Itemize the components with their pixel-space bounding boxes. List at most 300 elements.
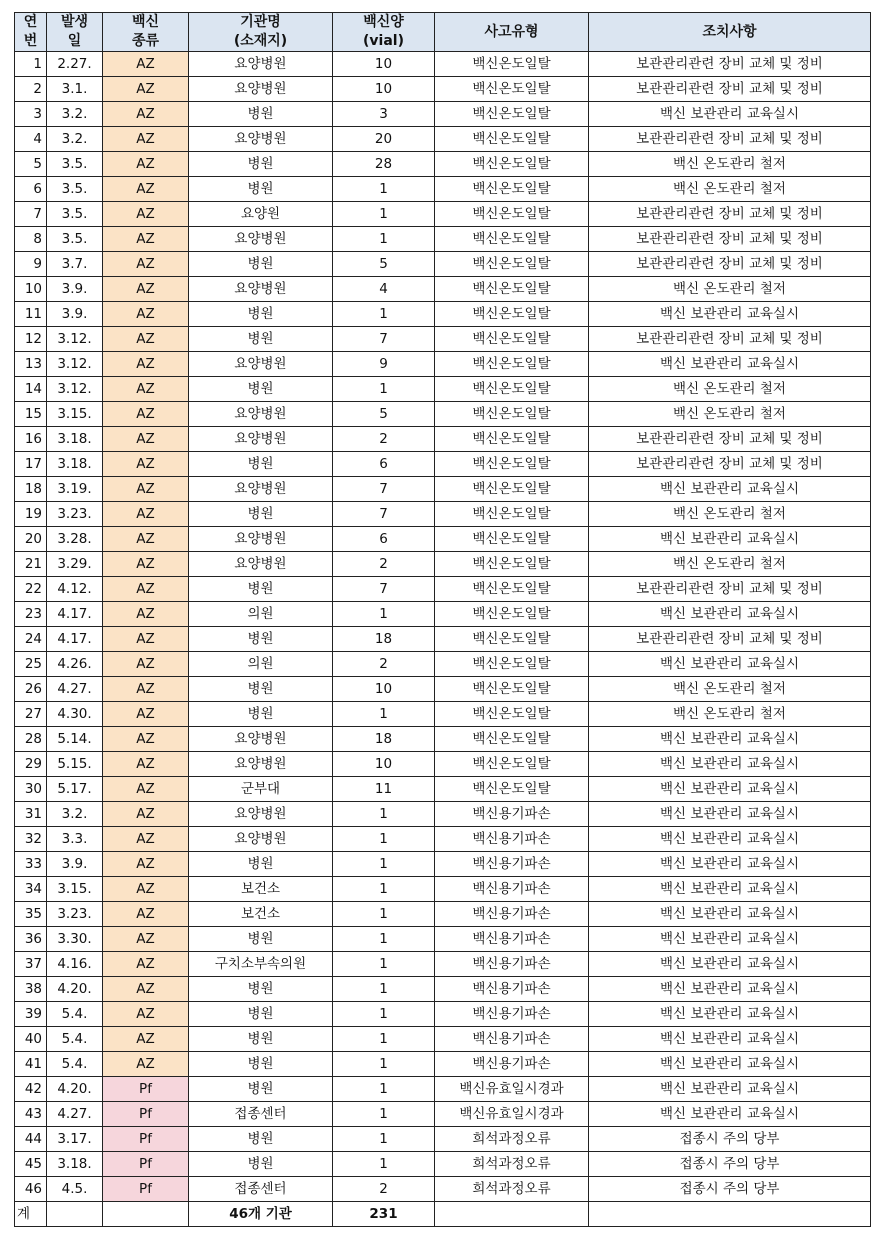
cell-vaccine-type: AZ [103, 1052, 189, 1077]
cell-action: 보관관리관련 장비 교체 및 정비 [589, 127, 871, 152]
table-row [15, 727, 871, 752]
cell-institution: 병원 [189, 1077, 333, 1102]
cell-no: 14 [15, 377, 47, 402]
cell-vaccine-type: AZ [103, 652, 189, 677]
cell-date: 3.29. [47, 552, 103, 577]
cell-vaccine-type: AZ [103, 502, 189, 527]
cell-institution: 병원 [189, 452, 333, 477]
cell-action: 백신 보관관리 교육실시 [589, 827, 871, 852]
cell-institution: 요양병원 [189, 752, 333, 777]
cell-vaccine-type: Pf [103, 1127, 189, 1152]
cell-date: 2.27. [47, 52, 103, 77]
cell-incident-type: 백신온도일탈 [435, 177, 589, 202]
cell-date: 4.17. [47, 602, 103, 627]
cell-vaccine-type: AZ [103, 527, 189, 552]
header-incident-type: 사고유형 [435, 13, 589, 52]
cell-date: 3.30. [47, 927, 103, 952]
cell-institution: 병원 [189, 302, 333, 327]
cell-quantity: 1 [333, 1127, 435, 1152]
cell-quantity: 2 [333, 552, 435, 577]
cell-date: 3.9. [47, 852, 103, 877]
cell-institution: 병원 [189, 1127, 333, 1152]
cell-quantity: 20 [333, 127, 435, 152]
cell-vaccine-type: AZ [103, 702, 189, 727]
cell-action: 백신 온도관리 철저 [589, 377, 871, 402]
cell-incident-type: 백신온도일탈 [435, 752, 589, 777]
cell-vaccine-type: AZ [103, 177, 189, 202]
cell-no: 4 [15, 127, 47, 152]
cell-action: 백신 보관관리 교육실시 [589, 877, 871, 902]
cell-institution: 구치소부속의원 [189, 952, 333, 977]
cell-incident-type: 백신온도일탈 [435, 627, 589, 652]
cell-no: 27 [15, 702, 47, 727]
cell-quantity: 1 [333, 802, 435, 827]
cell-institution: 요양병원 [189, 477, 333, 502]
cell-quantity: 1 [333, 302, 435, 327]
cell-date: 3.1. [47, 77, 103, 102]
cell-institution: 요양원 [189, 202, 333, 227]
cell-quantity: 7 [333, 477, 435, 502]
table-row [15, 602, 871, 627]
cell-incident-type: 백신온도일탈 [435, 102, 589, 127]
cell-no: 8 [15, 227, 47, 252]
total-action-empty [589, 1202, 871, 1227]
cell-vaccine-type: AZ [103, 152, 189, 177]
cell-institution: 요양병원 [189, 527, 333, 552]
vaccine-incident-table [14, 12, 871, 1227]
table-row [15, 1102, 871, 1127]
table-row [15, 102, 871, 127]
cell-institution: 의원 [189, 602, 333, 627]
cell-incident-type: 희석과정오류 [435, 1152, 589, 1177]
cell-vaccine-type: AZ [103, 1027, 189, 1052]
cell-no: 16 [15, 427, 47, 452]
cell-date: 3.5. [47, 177, 103, 202]
cell-incident-type: 백신온도일탈 [435, 452, 589, 477]
cell-institution: 보건소 [189, 877, 333, 902]
cell-date: 3.12. [47, 327, 103, 352]
cell-no: 40 [15, 1027, 47, 1052]
cell-action: 백신 보관관리 교육실시 [589, 477, 871, 502]
cell-date: 4.26. [47, 652, 103, 677]
cell-action: 보관관리관련 장비 교체 및 정비 [589, 452, 871, 477]
cell-incident-type: 백신용기파손 [435, 1052, 589, 1077]
cell-institution: 병원 [189, 677, 333, 702]
cell-action: 보관관리관련 장비 교체 및 정비 [589, 627, 871, 652]
cell-quantity: 1 [333, 852, 435, 877]
cell-date: 3.17. [47, 1127, 103, 1152]
total-row [15, 1202, 871, 1227]
total-label: 계 [15, 1202, 47, 1227]
cell-incident-type: 백신온도일탈 [435, 527, 589, 552]
cell-quantity: 1 [333, 977, 435, 1002]
table-row [15, 1077, 871, 1102]
cell-no: 36 [15, 927, 47, 952]
cell-quantity: 1 [333, 877, 435, 902]
table-row [15, 227, 871, 252]
cell-quantity: 1 [333, 902, 435, 927]
cell-action: 백신 온도관리 철저 [589, 677, 871, 702]
cell-incident-type: 백신온도일탈 [435, 402, 589, 427]
table-row [15, 202, 871, 227]
table-row [15, 152, 871, 177]
cell-date: 3.3. [47, 827, 103, 852]
cell-vaccine-type: AZ [103, 927, 189, 952]
cell-vaccine-type: AZ [103, 77, 189, 102]
header-no: 연 번 [15, 13, 47, 52]
cell-no: 28 [15, 727, 47, 752]
cell-vaccine-type: AZ [103, 977, 189, 1002]
table-row [15, 52, 871, 77]
cell-incident-type: 백신용기파손 [435, 902, 589, 927]
cell-incident-type: 백신용기파손 [435, 852, 589, 877]
cell-vaccine-type: AZ [103, 577, 189, 602]
cell-quantity: 1 [333, 927, 435, 952]
cell-institution: 병원 [189, 627, 333, 652]
table-row [15, 777, 871, 802]
cell-quantity: 1 [333, 1002, 435, 1027]
cell-action: 백신 보관관리 교육실시 [589, 952, 871, 977]
cell-incident-type: 백신온도일탈 [435, 252, 589, 277]
cell-date: 5.17. [47, 777, 103, 802]
table-row [15, 377, 871, 402]
cell-institution: 군부대 [189, 777, 333, 802]
cell-institution: 병원 [189, 102, 333, 127]
cell-institution: 보건소 [189, 902, 333, 927]
table-row [15, 702, 871, 727]
cell-action: 백신 보관관리 교육실시 [589, 1002, 871, 1027]
cell-quantity: 6 [333, 527, 435, 552]
cell-action: 백신 보관관리 교육실시 [589, 1102, 871, 1127]
cell-no: 45 [15, 1152, 47, 1177]
cell-action: 백신 보관관리 교육실시 [589, 977, 871, 1002]
table-row [15, 1177, 871, 1202]
cell-incident-type: 백신용기파손 [435, 1002, 589, 1027]
cell-incident-type: 백신온도일탈 [435, 727, 589, 752]
cell-no: 18 [15, 477, 47, 502]
cell-incident-type: 백신온도일탈 [435, 202, 589, 227]
cell-action: 보관관리관련 장비 교체 및 정비 [589, 52, 871, 77]
cell-incident-type: 백신온도일탈 [435, 52, 589, 77]
cell-no: 23 [15, 602, 47, 627]
table-row [15, 677, 871, 702]
header-institution: 기관명 (소재지) [189, 13, 333, 52]
cell-no: 5 [15, 152, 47, 177]
cell-institution: 병원 [189, 502, 333, 527]
cell-vaccine-type: AZ [103, 902, 189, 927]
cell-action: 보관관리관련 장비 교체 및 정비 [589, 327, 871, 352]
cell-date: 3.9. [47, 302, 103, 327]
cell-quantity: 7 [333, 577, 435, 602]
cell-date: 3.23. [47, 502, 103, 527]
cell-quantity: 7 [333, 327, 435, 352]
cell-institution: 요양병원 [189, 277, 333, 302]
cell-vaccine-type: AZ [103, 777, 189, 802]
table-row [15, 452, 871, 477]
table-row [15, 1152, 871, 1177]
cell-quantity: 5 [333, 252, 435, 277]
cell-action: 백신 온도관리 철저 [589, 502, 871, 527]
table-row [15, 277, 871, 302]
cell-quantity: 3 [333, 102, 435, 127]
cell-incident-type: 백신용기파손 [435, 827, 589, 852]
cell-vaccine-type: AZ [103, 627, 189, 652]
cell-action: 접종시 주의 당부 [589, 1152, 871, 1177]
cell-date: 3.18. [47, 427, 103, 452]
cell-incident-type: 백신온도일탈 [435, 502, 589, 527]
cell-vaccine-type: AZ [103, 277, 189, 302]
cell-quantity: 2 [333, 652, 435, 677]
cell-institution: 요양병원 [189, 802, 333, 827]
cell-date: 4.12. [47, 577, 103, 602]
table-row [15, 1052, 871, 1077]
table-body [15, 52, 871, 1202]
cell-incident-type: 백신온도일탈 [435, 277, 589, 302]
cell-quantity: 10 [333, 52, 435, 77]
cell-action: 백신 온도관리 철저 [589, 177, 871, 202]
cell-no: 3 [15, 102, 47, 127]
cell-date: 4.27. [47, 1102, 103, 1127]
cell-institution: 의원 [189, 652, 333, 677]
cell-no: 13 [15, 352, 47, 377]
table-row [15, 1127, 871, 1152]
table-row [15, 302, 871, 327]
cell-date: 4.16. [47, 952, 103, 977]
cell-action: 백신 보관관리 교육실시 [589, 352, 871, 377]
table-row [15, 977, 871, 1002]
cell-incident-type: 백신온도일탈 [435, 577, 589, 602]
cell-incident-type: 백신용기파손 [435, 952, 589, 977]
header-row [15, 13, 871, 52]
cell-action: 백신 보관관리 교육실시 [589, 777, 871, 802]
cell-incident-type: 백신용기파손 [435, 927, 589, 952]
cell-no: 44 [15, 1127, 47, 1152]
cell-date: 3.12. [47, 377, 103, 402]
total-date-empty [47, 1202, 103, 1227]
cell-no: 20 [15, 527, 47, 552]
cell-incident-type: 백신온도일탈 [435, 377, 589, 402]
cell-no: 9 [15, 252, 47, 277]
cell-incident-type: 백신유효일시경과 [435, 1077, 589, 1102]
cell-quantity: 5 [333, 402, 435, 427]
cell-incident-type: 백신온도일탈 [435, 777, 589, 802]
table-row [15, 827, 871, 852]
table-row [15, 802, 871, 827]
cell-quantity: 1 [333, 602, 435, 627]
cell-action: 백신 보관관리 교육실시 [589, 1052, 871, 1077]
cell-date: 3.23. [47, 902, 103, 927]
cell-no: 46 [15, 1177, 47, 1202]
cell-vaccine-type: AZ [103, 852, 189, 877]
cell-institution: 요양병원 [189, 352, 333, 377]
cell-no: 19 [15, 502, 47, 527]
cell-no: 43 [15, 1102, 47, 1127]
cell-quantity: 1 [333, 1052, 435, 1077]
cell-vaccine-type: Pf [103, 1077, 189, 1102]
table-row [15, 77, 871, 102]
total-quantity: 231 [333, 1202, 435, 1227]
cell-action: 백신 보관관리 교육실시 [589, 902, 871, 927]
cell-vaccine-type: AZ [103, 477, 189, 502]
cell-vaccine-type: Pf [103, 1102, 189, 1127]
cell-quantity: 2 [333, 427, 435, 452]
cell-institution: 병원 [189, 1027, 333, 1052]
cell-incident-type: 백신온도일탈 [435, 227, 589, 252]
table-row [15, 427, 871, 452]
table-row [15, 252, 871, 277]
cell-institution: 요양병원 [189, 52, 333, 77]
cell-quantity: 4 [333, 277, 435, 302]
cell-incident-type: 백신온도일탈 [435, 602, 589, 627]
cell-incident-type: 백신온도일탈 [435, 127, 589, 152]
cell-date: 3.5. [47, 152, 103, 177]
cell-action: 백신 보관관리 교육실시 [589, 1027, 871, 1052]
cell-institution: 병원 [189, 927, 333, 952]
cell-vaccine-type: AZ [103, 827, 189, 852]
cell-quantity: 1 [333, 1102, 435, 1127]
cell-no: 32 [15, 827, 47, 852]
table-row [15, 527, 871, 552]
cell-action: 백신 보관관리 교육실시 [589, 752, 871, 777]
cell-institution: 병원 [189, 577, 333, 602]
cell-institution: 병원 [189, 1052, 333, 1077]
cell-incident-type: 백신온도일탈 [435, 427, 589, 452]
cell-quantity: 1 [333, 702, 435, 727]
cell-quantity: 1 [333, 1152, 435, 1177]
cell-quantity: 1 [333, 1077, 435, 1102]
table-row [15, 1002, 871, 1027]
cell-vaccine-type: AZ [103, 452, 189, 477]
table-row [15, 877, 871, 902]
cell-date: 3.18. [47, 1152, 103, 1177]
cell-vaccine-type: AZ [103, 402, 189, 427]
cell-incident-type: 백신온도일탈 [435, 302, 589, 327]
cell-action: 백신 보관관리 교육실시 [589, 927, 871, 952]
table-row [15, 177, 871, 202]
cell-quantity: 28 [333, 152, 435, 177]
cell-no: 7 [15, 202, 47, 227]
cell-date: 3.2. [47, 102, 103, 127]
cell-institution: 병원 [189, 977, 333, 1002]
cell-quantity: 18 [333, 627, 435, 652]
table-row [15, 127, 871, 152]
cell-action: 접종시 주의 당부 [589, 1177, 871, 1202]
cell-date: 3.28. [47, 527, 103, 552]
cell-quantity: 6 [333, 452, 435, 477]
cell-date: 5.4. [47, 1052, 103, 1077]
header-action: 조치사항 [589, 13, 871, 52]
cell-quantity: 10 [333, 77, 435, 102]
cell-quantity: 1 [333, 227, 435, 252]
cell-incident-type: 백신온도일탈 [435, 552, 589, 577]
cell-action: 보관관리관련 장비 교체 및 정비 [589, 227, 871, 252]
cell-quantity: 1 [333, 377, 435, 402]
cell-action: 백신 온도관리 철저 [589, 702, 871, 727]
cell-quantity: 11 [333, 777, 435, 802]
cell-date: 4.20. [47, 1077, 103, 1102]
cell-date: 4.20. [47, 977, 103, 1002]
cell-action: 백신 보관관리 교육실시 [589, 1077, 871, 1102]
cell-institution: 요양병원 [189, 427, 333, 452]
cell-action: 백신 보관관리 교육실시 [589, 527, 871, 552]
table-row [15, 852, 871, 877]
cell-no: 33 [15, 852, 47, 877]
cell-institution: 요양병원 [189, 552, 333, 577]
cell-date: 3.2. [47, 127, 103, 152]
cell-no: 31 [15, 802, 47, 827]
cell-action: 보관관리관련 장비 교체 및 정비 [589, 77, 871, 102]
cell-date: 3.7. [47, 252, 103, 277]
cell-no: 10 [15, 277, 47, 302]
cell-quantity: 7 [333, 502, 435, 527]
header-vaccine-type: 백신 종류 [103, 13, 189, 52]
cell-vaccine-type: AZ [103, 302, 189, 327]
cell-institution: 요양병원 [189, 827, 333, 852]
cell-date: 5.14. [47, 727, 103, 752]
cell-quantity: 10 [333, 752, 435, 777]
cell-action: 보관관리관련 장비 교체 및 정비 [589, 202, 871, 227]
cell-vaccine-type: AZ [103, 752, 189, 777]
cell-no: 26 [15, 677, 47, 702]
cell-vaccine-type: AZ [103, 677, 189, 702]
cell-vaccine-type: AZ [103, 377, 189, 402]
cell-action: 백신 보관관리 교육실시 [589, 102, 871, 127]
cell-no: 6 [15, 177, 47, 202]
cell-quantity: 1 [333, 1027, 435, 1052]
cell-vaccine-type: Pf [103, 1152, 189, 1177]
cell-quantity: 2 [333, 1177, 435, 1202]
cell-action: 백신 온도관리 철저 [589, 402, 871, 427]
cell-vaccine-type: AZ [103, 102, 189, 127]
cell-incident-type: 백신온도일탈 [435, 327, 589, 352]
total-incident-empty [435, 1202, 589, 1227]
table-row [15, 952, 871, 977]
cell-action: 보관관리관련 장비 교체 및 정비 [589, 577, 871, 602]
cell-incident-type: 백신유효일시경과 [435, 1102, 589, 1127]
cell-no: 15 [15, 402, 47, 427]
cell-institution: 병원 [189, 1152, 333, 1177]
cell-institution: 접종센터 [189, 1102, 333, 1127]
cell-incident-type: 희석과정오류 [435, 1127, 589, 1152]
cell-incident-type: 백신온도일탈 [435, 652, 589, 677]
cell-institution: 접종센터 [189, 1177, 333, 1202]
cell-vaccine-type: AZ [103, 952, 189, 977]
cell-incident-type: 백신온도일탈 [435, 352, 589, 377]
cell-institution: 병원 [189, 152, 333, 177]
cell-date: 3.2. [47, 802, 103, 827]
table-row [15, 627, 871, 652]
cell-incident-type: 백신용기파손 [435, 977, 589, 1002]
cell-institution: 병원 [189, 377, 333, 402]
cell-institution: 요양병원 [189, 127, 333, 152]
cell-vaccine-type: AZ [103, 202, 189, 227]
cell-action: 백신 보관관리 교육실시 [589, 602, 871, 627]
cell-date: 4.5. [47, 1177, 103, 1202]
cell-incident-type: 희석과정오류 [435, 1177, 589, 1202]
total-type-empty [103, 1202, 189, 1227]
cell-action: 백신 보관관리 교육실시 [589, 852, 871, 877]
table-row [15, 402, 871, 427]
cell-vaccine-type: Pf [103, 1177, 189, 1202]
cell-action: 백신 온도관리 철저 [589, 552, 871, 577]
cell-quantity: 18 [333, 727, 435, 752]
table-row [15, 477, 871, 502]
cell-no: 11 [15, 302, 47, 327]
cell-date: 3.18. [47, 452, 103, 477]
cell-incident-type: 백신온도일탈 [435, 702, 589, 727]
header-date: 발생 일 [47, 13, 103, 52]
cell-vaccine-type: AZ [103, 127, 189, 152]
